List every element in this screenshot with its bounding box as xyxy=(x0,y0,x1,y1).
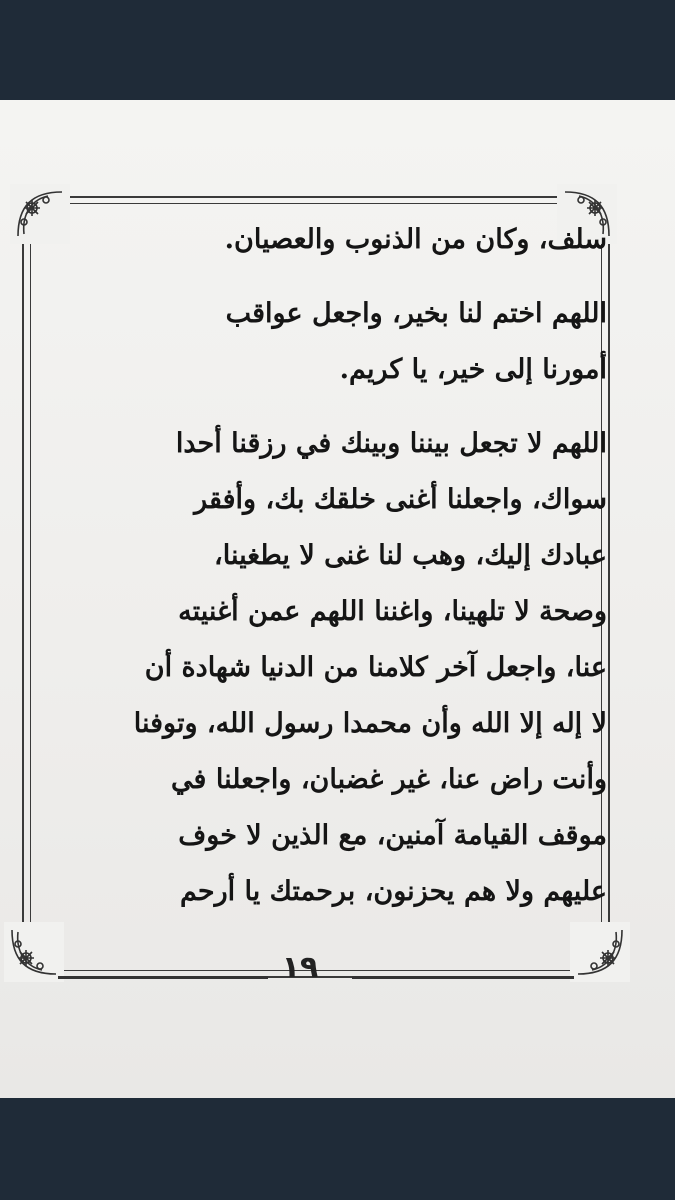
text-line: اللهم لا تجعل بيننا وبينك في رزقنا أحدا xyxy=(175,428,607,459)
book-page xyxy=(0,100,675,1098)
text-line: وصحة لا تلهينا، واغننا اللهم عمن أغنيته xyxy=(178,596,607,627)
text-line: عنا، واجعل آخر كلامنا من الدنيا شهادة أن xyxy=(144,652,607,683)
floral-ornament-icon xyxy=(4,922,64,982)
text-line: اللهم اختم لنا بخير، واجعل عواقب xyxy=(225,298,607,329)
text-line: أمورنا إلى خير، يا كريم. xyxy=(339,354,607,385)
text-line: وأنت راض عنا، غير غضبان، واجعلنا في xyxy=(171,764,607,795)
prayer-text xyxy=(42,212,607,920)
page-number: ١٩ xyxy=(281,950,319,985)
top-letterbox xyxy=(0,0,675,100)
text-line: لا إله إلا الله وأن محمدا رسول الله، وتوفنا xyxy=(133,708,607,739)
text-line: عبادك إليك، وهب لنا غنى لا يطغينا، xyxy=(214,540,607,571)
bottom-letterbox xyxy=(0,1098,675,1200)
text-line: سواك، واجعلنا أغنى خلقك بك، وأفقر xyxy=(194,484,607,515)
text-line: موقف القيامة آمنين، مع الذين لا خوف xyxy=(178,820,607,851)
footer-rule xyxy=(352,976,574,979)
footer-rule xyxy=(58,976,268,979)
floral-ornament-icon xyxy=(570,922,630,982)
text-line: سلف، وكان من الذنوب والعصيان. xyxy=(224,224,607,255)
text-line: عليهم ولا هم يحزنون، برحمتك يا أرحم xyxy=(179,876,607,907)
